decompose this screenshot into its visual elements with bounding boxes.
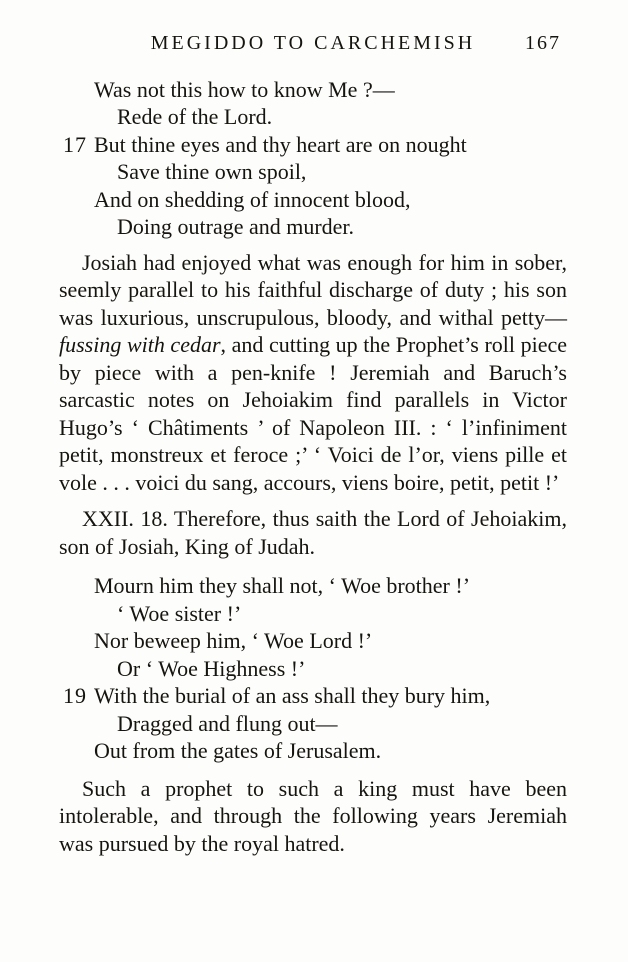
verse-line	[94, 600, 567, 628]
italic-phrase: fussing with cedar	[59, 332, 221, 357]
verse-line-text: ‘ Woe sister !’	[117, 600, 242, 626]
verse-line	[94, 186, 567, 214]
verse-line-text: But thine eyes and thy heart are on nought	[94, 131, 467, 157]
verse-line	[94, 572, 567, 600]
verse-line-text: Doing outrage and murder.	[117, 214, 355, 239]
paragraph-1	[59, 249, 567, 497]
verse-line-text: Out from the gates of Jerusalem.	[94, 738, 382, 763]
verse-number: 17	[63, 131, 87, 157]
page-title: MEGIDDO TO CARCHEMISH	[150, 32, 476, 54]
verse-line-text: With the burial of an ass shall they bury him,	[94, 683, 491, 708]
running-header	[59, 30, 567, 58]
verse-line	[94, 213, 567, 241]
verse-line	[94, 737, 567, 765]
paragraph-3-text: Such a prophet to such a king must have been intolerable, and through the following years Jeremiah was pursued by the royal hatred.	[59, 775, 567, 856]
verse-line	[94, 76, 567, 104]
verse-line	[94, 103, 567, 131]
verse-line-text: Nor beweep him, ‘ Woe Lord !’	[94, 628, 373, 653]
page-number: 167	[525, 32, 561, 54]
verse-line-text: Dragged and flung out—	[117, 710, 338, 736]
verse-line	[94, 710, 567, 738]
verse-block-2	[63, 572, 567, 765]
verse-line-text: Mourn him they shall not, ‘ Woe brother !’	[94, 573, 471, 598]
verse-line-text: Save thine own spoil,	[117, 159, 307, 184]
paragraph-1-text-b: , and cutting up the Prophet’s roll piece by piece with a pen-knife ! Jeremiah and Baruch’s sarcastic notes on Jehoiakim find parallels in Victor Hugo’s ‘ Châtiments ’ of Napoleon III. : ‘ l’infiniment petit, monstreux et feroce ;’ ‘ Voici de l’or, viens pille et vole . . . voici du sang, accours, viens boire, petit, petit !’	[59, 332, 567, 495]
verse-block-1	[63, 76, 567, 241]
paragraph-2-text: XXII. 18. Therefore, thus saith the Lord of Jehoiakim, son of Josiah, King of Judah.	[59, 506, 567, 559]
paragraph-2	[59, 505, 567, 560]
verse-line-text: And on shedding of innocent blood,	[94, 186, 411, 212]
verse-number: 19	[63, 683, 87, 708]
paragraph-1-text-a: Josiah had enjoyed what was enough for him in sober, seemly parallel to his faithful discharge of duty ; his son was luxurious, unscrupulous, bloody, and withal petty—	[59, 249, 567, 330]
verse-line-text: Rede of the Lord.	[117, 104, 273, 129]
verse-line	[94, 655, 567, 683]
verse-line	[94, 627, 567, 655]
verse-line-text: Or ‘ Woe Highness !’	[117, 655, 306, 681]
verse-line-text: Was not this how to know Me ?—	[94, 76, 395, 102]
verse-line	[63, 682, 567, 710]
paragraph-3	[59, 775, 567, 858]
verse-line	[94, 158, 567, 186]
verse-line	[63, 131, 567, 159]
